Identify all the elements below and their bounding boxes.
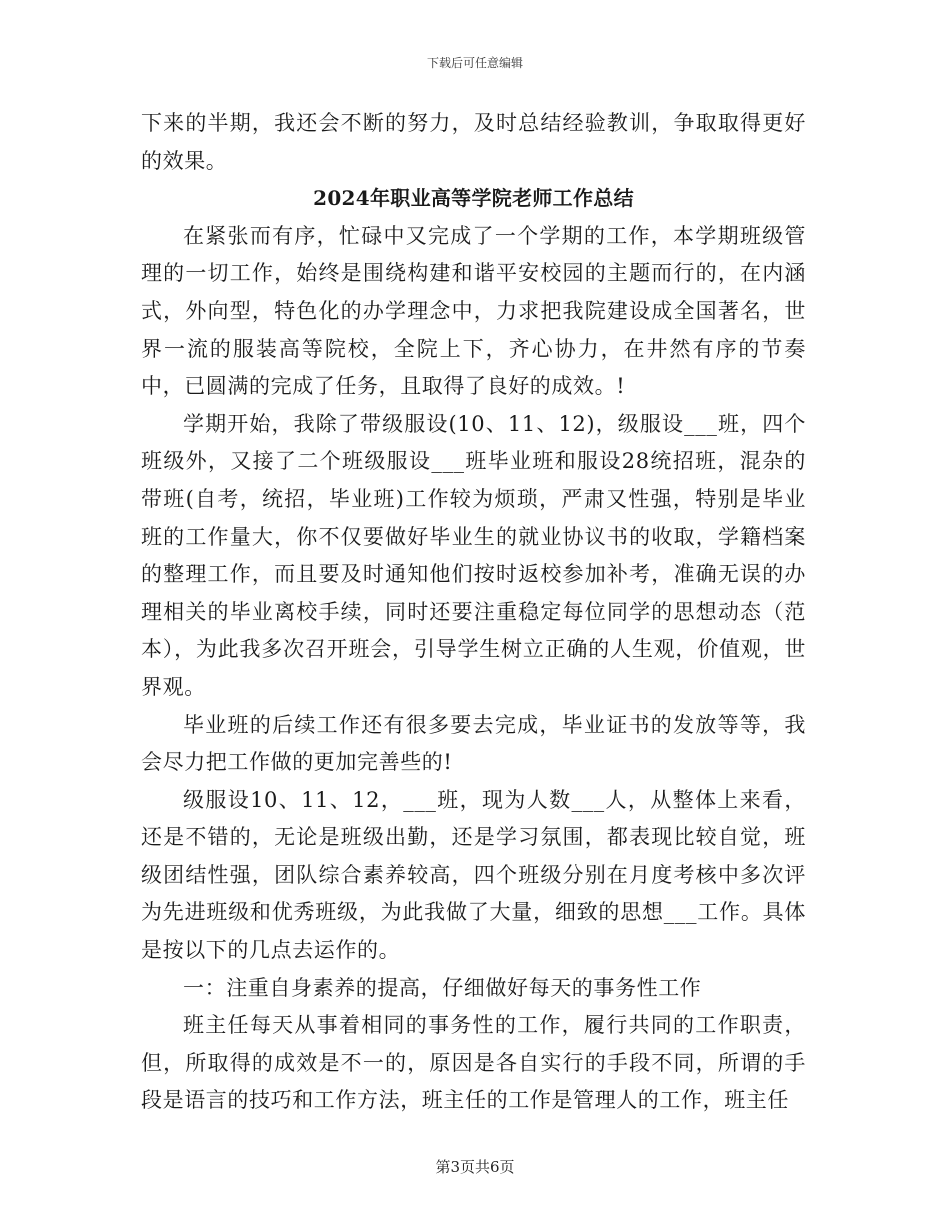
body-paragraph-2: 学期开始，我除了带级服设(10、11、12)，级服设___班，四个班级外，又接了二个班级服设___班毕业班和服设28统招班，混杂的带班(自考，统招，毕业班)工作较为烦琐，严肃又性强，特别是毕业班的工作量大，你不仅要做好毕业生的就业协议书的收取，学籍档案的整理工作，而且要及时通知他们按时返校参加补考，准确无误的办理相关的毕业离校手续，同时还要注重稳定每位同学的思想动态（范本），为此我多次召开班会，引导学生树立正确的人生观，价值观，世界观。: [141, 411, 806, 699]
lead-paragraph: 下来的半期，我还会不断的努力，及时总结经验教训，争取取得更好的效果。: [141, 111, 806, 173]
page-header-note: 下载后可任意编辑: [426, 56, 523, 70]
document-body: [141, 105, 806, 1120]
body-paragraph-1: 在紧张而有序，忙碌中又完成了一个学期的工作，本学期班级管理的一切工作，始终是围绕构建和谐平安校园的主题而行的，在内涵式，外向型，特色化的办学理念中，力求把我院建设成全国著名，世界一流的服装高等院校，全院上下，齐心协力，在井然有序的节奏中，已圆满的完成了任务，且取得了良好的成效。!: [141, 223, 806, 399]
body-paragraph-5: 班主任每天从事着相同的事务性的工作，履行共同的工作职责，但，所取得的成效是不一的，原因是各自实行的手段不同，所谓的手段是语言的技巧和工作方法，班主任的工作是管理人的工作，班主任: [141, 1013, 806, 1113]
page-number: 第3页共6页: [435, 1158, 515, 1176]
section-heading: 一：注重自身素养的提高，仔细做好每天的事务性工作: [183, 975, 702, 1000]
body-paragraph-3: 毕业班的后续工作还有很多要去完成，毕业证书的发放等等，我会尽力把工作做的更加完善些的!: [141, 712, 806, 775]
body-paragraph-4: 级服设10、11、12，___班，现为人数___人，从整体上来看，还是不错的，无论是班级出勤，还是学习氛围，都表现比较自觉，班级团结性强，团队综合素养较高，四个班级分别在月度考核中多次评为先进班级和优秀班级，为此我做了大量，细致的思想___工作。具体是按以下的几点去运作的。: [141, 787, 806, 963]
document-title: 2024年职业高等学院老师工作总结: [313, 186, 634, 211]
